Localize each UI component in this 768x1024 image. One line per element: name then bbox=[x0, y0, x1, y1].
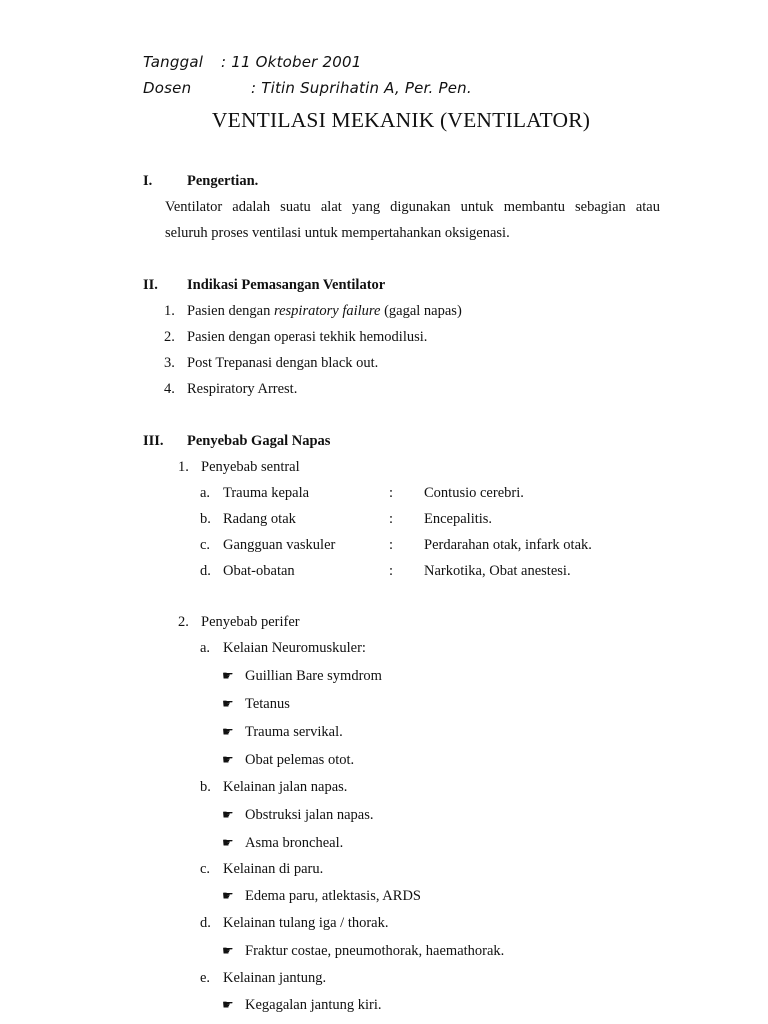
group-letter: e. bbox=[200, 970, 211, 986]
group-heading bbox=[200, 779, 347, 796]
subsection-heading-peripheral bbox=[178, 614, 300, 631]
item-text: Penyebab sentral bbox=[201, 459, 300, 475]
pointing-hand-icon: ☛ bbox=[222, 725, 234, 740]
item-text: Penyebab perifer bbox=[201, 614, 300, 630]
section-number: II. bbox=[143, 277, 158, 293]
section-title: Penyebab Gagal Napas bbox=[187, 433, 331, 449]
lecturer-label: Dosen bbox=[143, 79, 192, 97]
lecturer-value: : Titin Suprihatin A, Per. Pen. bbox=[251, 79, 472, 97]
group-label: Kelainan tulang iga / thorak. bbox=[223, 915, 389, 931]
bullet-text: Obstruksi jalan napas. bbox=[245, 807, 374, 823]
bullet-text: Obat pelemas otot. bbox=[245, 752, 355, 768]
bullet-text: Tetanus bbox=[245, 696, 290, 712]
list-item bbox=[164, 381, 297, 398]
date-value: : 11 Oktober 2001 bbox=[221, 53, 362, 71]
bullet-text: Edema paru, atlektasis, ARDS bbox=[245, 888, 421, 904]
row-example: Contusio cerebri. bbox=[424, 485, 524, 501]
item-number: 2. bbox=[178, 614, 189, 630]
bullet-text: Fraktur costae, pneumothorak, haemathorak. bbox=[245, 943, 505, 959]
row-cause: Radang otak bbox=[223, 511, 296, 527]
item-text: Post Trepanasi dengan black out. bbox=[187, 355, 379, 371]
pointing-hand-icon: ☛ bbox=[222, 669, 234, 684]
row-letter: d. bbox=[200, 563, 211, 579]
bullet-item bbox=[222, 668, 382, 685]
item-number: 2. bbox=[164, 329, 175, 345]
group-letter: a. bbox=[200, 640, 211, 656]
item-text: Respiratory Arrest. bbox=[187, 381, 298, 397]
bullet-text: Guillian Bare symdrom bbox=[245, 668, 382, 684]
date-label: Tanggal bbox=[143, 53, 204, 71]
pointing-hand-icon: ☛ bbox=[222, 808, 234, 823]
item-number: 1. bbox=[164, 303, 175, 319]
bullet-item bbox=[222, 943, 504, 960]
row-separator: : bbox=[389, 485, 394, 501]
bullet-item bbox=[222, 724, 343, 741]
lecturer-line bbox=[143, 79, 472, 97]
group-label: Kelainan jantung. bbox=[223, 970, 327, 986]
bullet-item bbox=[222, 696, 290, 713]
item-text-italic: respiratory failure bbox=[273, 303, 381, 319]
section-number: III. bbox=[143, 433, 164, 449]
list-item bbox=[164, 355, 378, 372]
group-heading bbox=[200, 970, 326, 987]
bullet-item bbox=[222, 888, 421, 905]
pointing-hand-icon: ☛ bbox=[222, 998, 234, 1013]
list-item bbox=[164, 303, 462, 320]
row-example: Narkotika, Obat anestesi. bbox=[424, 563, 571, 579]
pointing-hand-icon: ☛ bbox=[222, 697, 234, 712]
group-heading bbox=[200, 915, 389, 932]
cause-row bbox=[200, 563, 620, 580]
bullet-item bbox=[222, 807, 373, 824]
bullet-text: Asma broncheal. bbox=[245, 835, 344, 851]
group-letter: c. bbox=[200, 861, 211, 877]
subsection-heading-central bbox=[178, 459, 300, 476]
row-letter: c. bbox=[200, 537, 211, 553]
row-letter: b. bbox=[200, 511, 211, 527]
cause-row bbox=[200, 511, 620, 528]
date-line bbox=[143, 53, 362, 71]
group-heading bbox=[200, 640, 366, 657]
item-text: Pasien dengan operasi tekhik hemodilusi. bbox=[187, 329, 428, 345]
item-text-end: (gagal napas) bbox=[380, 303, 462, 319]
section-title: Indikasi Pemasangan Ventilator bbox=[187, 277, 386, 293]
row-example: Encepalitis. bbox=[424, 511, 493, 527]
pointing-hand-icon: ☛ bbox=[222, 889, 234, 904]
item-number: 4. bbox=[164, 381, 175, 397]
group-letter: d. bbox=[200, 915, 211, 931]
section-heading-2 bbox=[143, 277, 385, 294]
cause-row bbox=[200, 537, 620, 554]
pointing-hand-icon: ☛ bbox=[222, 836, 234, 851]
item-text-start: Pasien dengan bbox=[187, 303, 274, 319]
bullet-item bbox=[222, 835, 343, 852]
section-heading-3 bbox=[143, 433, 330, 450]
group-label: Kelainan jalan napas. bbox=[223, 779, 348, 795]
section-number: I. bbox=[143, 173, 153, 189]
group-label: Kelaian Neuromuskuler: bbox=[223, 640, 366, 656]
item-number: 3. bbox=[164, 355, 175, 371]
bullet-text: Kegagalan jantung kiri. bbox=[245, 997, 382, 1013]
section-title: Pengertian. bbox=[187, 173, 259, 189]
item-number: 1. bbox=[178, 459, 189, 475]
row-separator: : bbox=[389, 563, 394, 579]
row-separator: : bbox=[389, 511, 394, 527]
document-title: VENTILASI MEKANIK (VENTILATOR) bbox=[211, 108, 591, 132]
row-example: Perdarahan otak, infark otak. bbox=[424, 537, 592, 553]
bullet-item bbox=[222, 752, 354, 769]
list-item bbox=[164, 329, 427, 346]
row-letter: a. bbox=[200, 485, 211, 501]
pointing-hand-icon: ☛ bbox=[222, 944, 234, 959]
definition-line-1: Ventilator adalah suatu alat yang digunakan untuk membantu sebagian atau bbox=[165, 199, 660, 215]
bullet-text: Trauma servikal. bbox=[245, 724, 343, 740]
row-cause: Gangguan vaskuler bbox=[223, 537, 336, 553]
row-separator: : bbox=[389, 537, 394, 553]
group-letter: b. bbox=[200, 779, 211, 795]
group-heading bbox=[200, 861, 323, 878]
cause-row bbox=[200, 485, 620, 502]
pointing-hand-icon: ☛ bbox=[222, 753, 234, 768]
definition-line-2: seluruh proses ventilasi untuk mempertahankan oksigenasi. bbox=[165, 225, 510, 241]
row-cause: Obat-obatan bbox=[223, 563, 295, 579]
row-cause: Trauma kepala bbox=[223, 485, 310, 501]
group-label: Kelainan di paru. bbox=[223, 861, 324, 877]
section-heading-1 bbox=[143, 173, 258, 190]
bullet-item bbox=[222, 997, 382, 1014]
